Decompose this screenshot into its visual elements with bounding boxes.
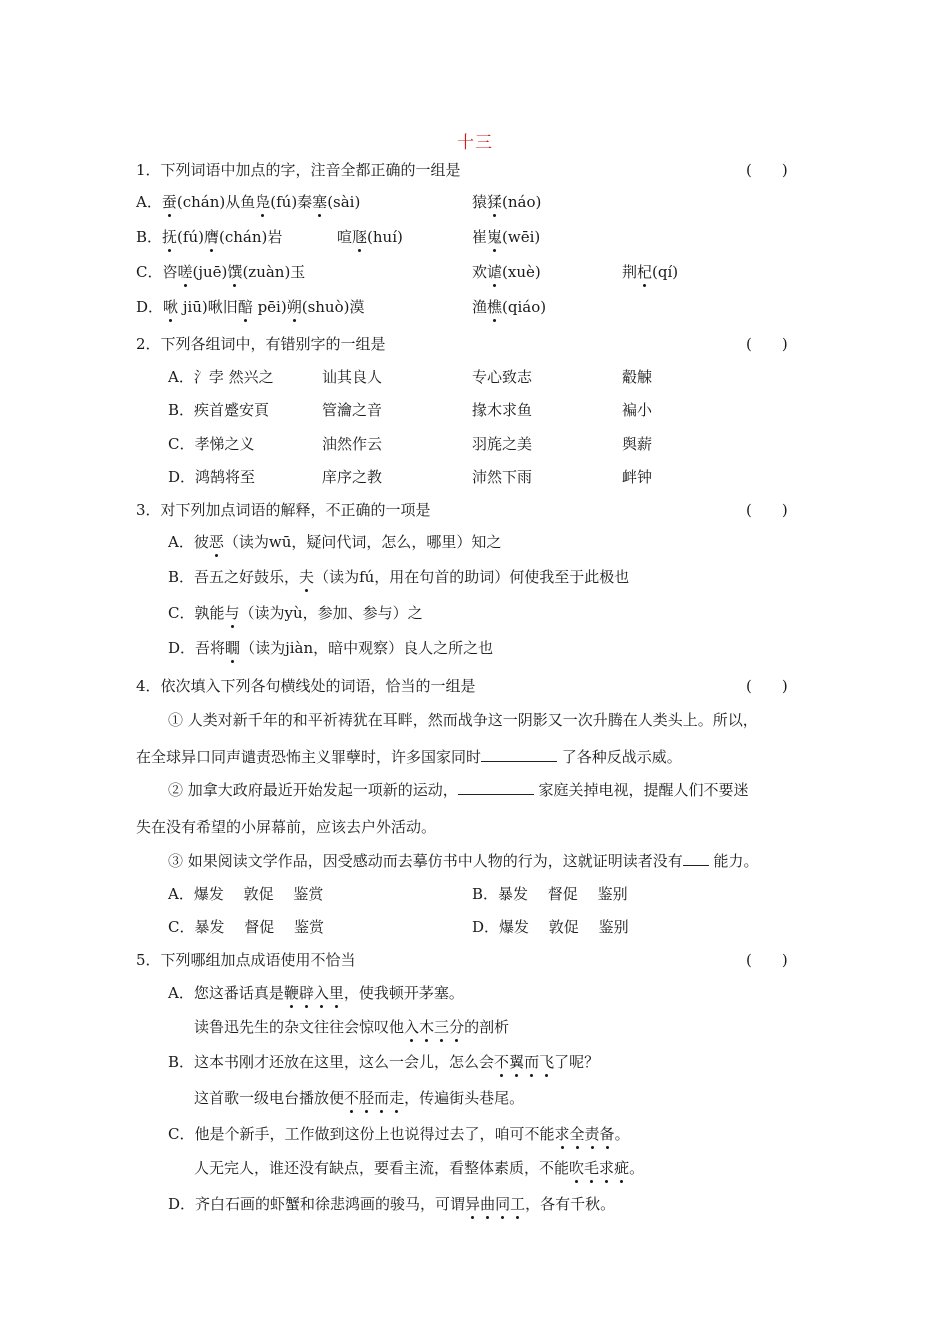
q2-option-a-word4: 觳觫 [622, 368, 653, 386]
emphasis-char: 同 [495, 1195, 511, 1213]
emphasis-char: 胫 [359, 1089, 375, 1107]
emphasis-char: 辟 [298, 984, 314, 1002]
question-1-stem: 1．下列词语中加点的字，注音全都正确的一组是 [136, 161, 461, 179]
q5-option-a-line-2: 读鲁迅先生的杂文往往会惊叹他入木三分的剖析 [194, 1018, 510, 1036]
q4-option-b: B．暴发 督促 鉴别 [472, 885, 628, 903]
q1-option-c: C．咨嗟(juē)馔(zuàn)玉 [136, 263, 306, 281]
q1-option-d-word2: 渔樵(qiáo) [472, 298, 547, 316]
emphasis-char: 全 [569, 1125, 585, 1143]
q5-option-b-line-2: 这首歌一级电台播放便不胫而走，传遍街头巷尾。 [194, 1089, 525, 1107]
q2-option-a-word3: 专心致志 [472, 368, 533, 386]
question-2-stem: 2．下列各组词中，有错别字的一组是 [136, 335, 386, 353]
emphasis-char: 毛 [584, 1159, 600, 1177]
q2-option-b-word2: 管瀹之音 [322, 401, 383, 419]
q3-option-b: B．吾五之好鼓乐，夫（读为fú，用在句首的助词）何使我至于此极也 [168, 568, 630, 586]
emphasis-char: 三 [434, 1018, 450, 1036]
q2-option-b-word4: 褊小 [622, 401, 653, 419]
emphasis-char: 木 [419, 1018, 435, 1036]
answer-paren-1: ( ) [746, 161, 788, 179]
q5-option-c-line-2: 人无完人，谁还没有缺点，要看主流，看整体素质，不能吹毛求疵。 [194, 1159, 645, 1177]
q1-option-a-word2: 猿猱(náo) [472, 193, 542, 211]
emphasis-char: 走 [389, 1089, 405, 1107]
q4-option-c: C．暴发 督促 鉴赏 [168, 918, 325, 936]
q1-option-b-word2: 喧豗(huí) [337, 228, 403, 246]
q1-option-b: B．抚(fú)膺(chán)岩 [136, 228, 283, 246]
q2-option-c-word2: 油然作云 [322, 435, 383, 453]
q3-option-a: A．彼恶（读为wū，疑问代词，怎么，哪里）知之 [168, 533, 502, 551]
emphasis-char: 求 [599, 1159, 615, 1177]
blank-3 [683, 851, 709, 866]
blank-2 [458, 780, 534, 795]
q4-sentence-2-line-2: 失在没有希望的小屏幕前，应该去户外活动。 [136, 818, 437, 836]
q1-option-b-word3: 崔嵬(wēi) [472, 228, 541, 246]
q2-option-c-word3: 羽旄之美 [472, 435, 533, 453]
emphasis-char: 工 [510, 1195, 526, 1213]
q1-option-c-word3: 荆杞(qí) [622, 263, 679, 281]
emphasis-char: 飞 [539, 1053, 555, 1071]
answer-paren-3: ( ) [746, 501, 788, 519]
question-3-stem: 3．对下列加点词语的解释，不正确的一项是 [136, 501, 431, 519]
q2-option-b-word3: 掾木求鱼 [472, 401, 533, 419]
emphasis-char: 而 [524, 1053, 540, 1071]
emphasis-char: 备 [599, 1125, 615, 1143]
q4-sentence-2-line-1: ② 加拿大政府最近开始发起一项新的运动， 家庭关掉电视，提醒人们不要迷 [168, 781, 749, 799]
q2-option-c-word4: 舆薪 [622, 435, 653, 453]
q1-option-c-word2: 欢谑(xuè) [472, 263, 541, 281]
emphasis-char: 不 [344, 1089, 360, 1107]
q2-option-d-word3: 沛然下雨 [472, 468, 533, 486]
q2-option-c-label: C．孝悌之义 [168, 435, 255, 453]
q3-option-c: C．孰能与（读为yù，参加、参与）之 [168, 604, 423, 622]
q2-option-d-word2: 庠序之教 [322, 468, 383, 486]
q4-sentence-1-line-1: ① 人类对新千年的和平祈祷犹在耳畔，然而战争这一阴影又一次升腾在人类头上。所以， [168, 711, 758, 729]
q2-option-d-word4: 衅钟 [622, 468, 653, 486]
q2-option-d-label: D．鸿鹄将至 [168, 468, 256, 486]
answer-paren-2: ( ) [746, 335, 788, 353]
emphasis-char: 求 [554, 1125, 570, 1143]
emphasis-char: 鞭 [283, 984, 299, 1002]
emphasis-char: 疵 [614, 1159, 630, 1177]
emphasis-char: 翼 [509, 1053, 525, 1071]
question-5-stem: 5．下列哪组加点成语使用不恰当 [136, 951, 356, 969]
emphasis-char: 分 [449, 1018, 465, 1036]
q4-option-d: D．爆发 敦促 鉴别 [472, 918, 629, 936]
q4-option-a: A．爆发 敦促 鉴赏 [168, 885, 324, 903]
emphasis-char: 曲 [480, 1195, 496, 1213]
q3-option-d: D．吾将瞯（读为jiàn，暗中观察）良人之所之也 [168, 639, 494, 657]
q5-option-d-line-1: D．齐白石画的虾蟹和徐悲鸿画的骏马，可谓异曲同工，各有千秋。 [168, 1195, 616, 1213]
q2-option-b-label: B．疾首蹙安頁 [168, 401, 270, 419]
emphasis-char: 吹 [569, 1159, 585, 1177]
emphasis-char: 而 [374, 1089, 390, 1107]
question-4-stem: 4．依次填入下列各句横线处的词语，恰当的一组是 [136, 677, 476, 695]
emphasis-char: 里 [328, 984, 344, 1002]
emphasis-char: 入 [404, 1018, 420, 1036]
q5-option-b-line-1: B．这本书刚才还放在这里，这么一会儿，怎么会不翼而飞了呢？ [168, 1053, 600, 1071]
q1-option-a: A．蚕(chán)从鱼凫(fú)秦塞(sài) [136, 193, 361, 211]
q1-option-d: D．啾 jiū)啾旧醅 pēi)朔(shuò)漠 [136, 298, 365, 316]
blank-1 [481, 747, 557, 762]
q4-sentence-1-line-2: 在全球异口同声谴责恐怖主义罪孽时，许多国家同时 了各种反战示威。 [136, 748, 682, 766]
emphasis-char: 入 [313, 984, 329, 1002]
page-title: 十三 [457, 133, 493, 153]
emphasis-char: 不 [494, 1053, 510, 1071]
emphasis-char: 异 [465, 1195, 481, 1213]
q4-sentence-3: ③ 如果阅读文学作品，因受感动而去摹仿书中人物的行为，这就证明读者没有 能力。 [168, 852, 759, 870]
q2-option-a-word2: 讪其良人 [322, 368, 383, 386]
q5-option-c-line-1: C．他是个新手，工作做到这份上也说得过去了，咱可不能求全责备。 [168, 1125, 630, 1143]
answer-paren-5: ( ) [746, 951, 788, 969]
q2-option-a-label: A．氵孛 然兴之 [168, 368, 274, 386]
answer-paren-4: ( ) [746, 677, 788, 695]
q5-option-a-line-1: A．您这番话真是鞭辟入里，使我顿开茅塞。 [168, 984, 464, 1002]
emphasis-char: 责 [584, 1125, 600, 1143]
